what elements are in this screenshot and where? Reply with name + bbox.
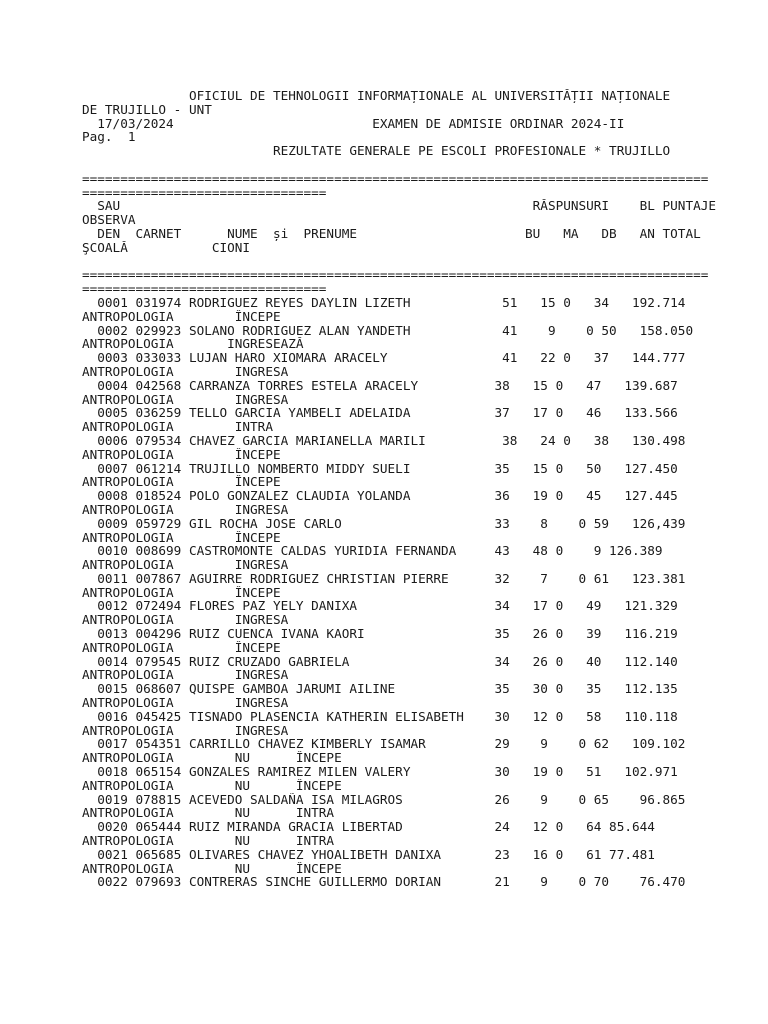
result-row: 0003 033033 LUJAN HARO XIOMARA ARACELY 41 22 0 37 144.777 (82, 351, 686, 365)
result-row: 0022 079693 CONTRERAS SINCHE GUILLERMO DORIAN 21 9 0 70 76.470 (82, 875, 686, 890)
result-row: 0001 031974 RODRIGUEZ REYES DAYLIN LIZETH 51 15 0 34 192.714 (82, 295, 686, 310)
result-row-school-status: ANTROPOLOGIA INGRESA (82, 668, 289, 683)
result-row: 0005 036259 TELLO GARCIA YAMBELI ADELAIDA 37 17 0 46 133.566 (82, 406, 678, 421)
result-row-school-status: ANTROPOLOGIA ÎNCEPE (82, 447, 281, 462)
result-row-school-status: ANTROPOLOGIA NU INTRA (82, 806, 335, 821)
result-row-school-status: ANTROPOLOGIA INGRESA (82, 364, 289, 379)
result-row: 0008 018524 POLO GONZALEZ CLAUDIA YOLANDA 36 19 0 45 127.445 (82, 489, 678, 503)
separator-line: ================================ (82, 185, 327, 200)
office-title-continued: DE TRUJILLO - UNT (82, 102, 212, 117)
result-row-school-status: ANTROPOLOGIA NU INTRA (82, 834, 335, 848)
column-header-line: SAU RĂSPUNSURI BL PUNTAJE (82, 199, 716, 214)
result-row-school-status: ANTROPOLOGIA ÎNCEPE (82, 530, 281, 545)
separator-line: ================================ (82, 282, 327, 296)
result-row-school-status: ANTROPOLOGIA INGRESA (82, 696, 289, 710)
result-row-school-status: ANTROPOLOGIA NU ÎNCEPE (82, 751, 342, 766)
result-row: 0017 054351 CARRILLO CHAVEZ KIMBERLY ISAMAR 29 9 0 62 109.102 (82, 737, 686, 752)
result-row: 0021 065685 OLIVARES CHAVEZ YHOALIBETH DANIXA 23 16 0 61 77.481 (82, 847, 655, 862)
result-row-school-status: ANTROPOLOGIA ÎNCEPE (82, 585, 281, 600)
report-title: REZULTATE GENERALE PE ESCOLI PROFESIONALE * TRUJILLO (82, 144, 671, 158)
result-row: 0011 007867 AGUIRRE RODRIGUEZ CHRISTIAN PIERRE 32 7 0 61 123.381 (82, 571, 686, 586)
column-header-line: ŞCOALĂ CIONI (82, 240, 251, 255)
result-row: 0002 029923 SOLANO RODRIGUEZ ALAN YANDETH 41 9 0 50 158.050 (82, 323, 694, 338)
document-header (82, 89, 732, 172)
blank-line (82, 158, 732, 172)
result-row-school-status: ANTROPOLOGIA ÎNCEPE (82, 640, 281, 655)
column-header-line: OBSERVA (82, 213, 136, 227)
results-list (82, 296, 732, 889)
result-row: 0013 004296 RUIZ CUENCA IVANA KAORI 35 26 0 39 116.219 (82, 627, 678, 641)
column-header-line: DEN CARNET NUME și PRENUME BU MA DB AN TOTAL (82, 226, 701, 241)
office-title: OFICIUL DE TEHNOLOGII INFORMAȚIONALE AL UNIVERSITĂȚII NAȚIONALE (82, 89, 671, 103)
result-row: 0016 045425 TISNADO PLASENCIA KATHERIN ELISABETH 30 12 0 58 110.118 (82, 709, 678, 724)
result-row-school-status: ANTROPOLOGIA INGRESA (82, 613, 289, 628)
column-headers (82, 199, 732, 268)
result-row: 0004 042568 CARRANZA TORRES ESTELA ARACELY 38 15 0 47 139.687 (82, 378, 678, 393)
result-row-school-status: ANTROPOLOGIA INGRESA (82, 723, 289, 738)
result-row: 0019 078815 ACEVEDO SALDAÑA ISA MILAGROS 26 9 0 65 96.865 (82, 792, 686, 807)
result-row: 0014 079545 RUIZ CRUZADO GABRIELA 34 26 0 40 112.140 (82, 654, 678, 669)
result-row-school-status: ANTROPOLOGIA ÎNCEPE (82, 475, 281, 490)
page-number: Pag. 1 (82, 130, 136, 145)
result-row: 0015 068607 QUISPE GAMBOA JARUMI AILINE 35 30 0 35 112.135 (82, 682, 678, 697)
result-row: 0007 061214 TRUJILLO NOMBERTO MIDDY SUELI 35 15 0 50 127.450 (82, 461, 678, 476)
result-row-school-status: ANTROPOLOGIA INGRESA (82, 502, 289, 517)
result-row: 0009 059729 GIL ROCHA JOSE CARLO 33 8 0 59 126,439 (82, 516, 686, 531)
blank-line (82, 255, 732, 269)
result-row-school-status: ANTROPOLOGIA INGRESA (82, 392, 289, 407)
result-row: 0012 072494 FLORES PAZ YELY DANIXA 34 17 0 49 121.329 (82, 599, 678, 614)
date-and-exam-title: 17/03/2024 EXAMEN DE ADMISIE ORDINAR 2024-II (82, 116, 625, 131)
result-row-school-status: ANTROPOLOGIA NU ÎNCEPE (82, 778, 342, 793)
result-row: 0020 065444 RUIZ MIRANDA GRACIA LIBERTAD 24 12 0 64 85.644 (82, 820, 655, 835)
result-row: 0006 079534 CHAVEZ GARCIA MARIANELLA MARILI 38 24 0 38 130.498 (82, 433, 686, 448)
separator-line: ================================================================================== (82, 171, 709, 186)
result-row-school-status: ANTROPOLOGIA INGRESA (82, 558, 289, 572)
result-row-school-status: ANTROPOLOGIA ÎNCEPE (82, 309, 281, 324)
separator-line: ================================================================================== (82, 268, 709, 283)
results-document (82, 89, 732, 1009)
result-row-school-status: ANTROPOLOGIA NU ÎNCEPE (82, 861, 342, 876)
result-row-school-status: ANTROPOLOGIA INGRESEAZĂ (82, 337, 304, 352)
result-row: 0010 008699 CASTROMONTE CALDAS YURIDIA FERNANDA 43 48 0 9 126.389 (82, 544, 663, 559)
result-row: 0018 065154 GONZALES RAMIREZ MILEN VALERY 30 19 0 51 102.971 (82, 765, 678, 779)
result-row-school-status: ANTROPOLOGIA INTRA (82, 420, 273, 434)
